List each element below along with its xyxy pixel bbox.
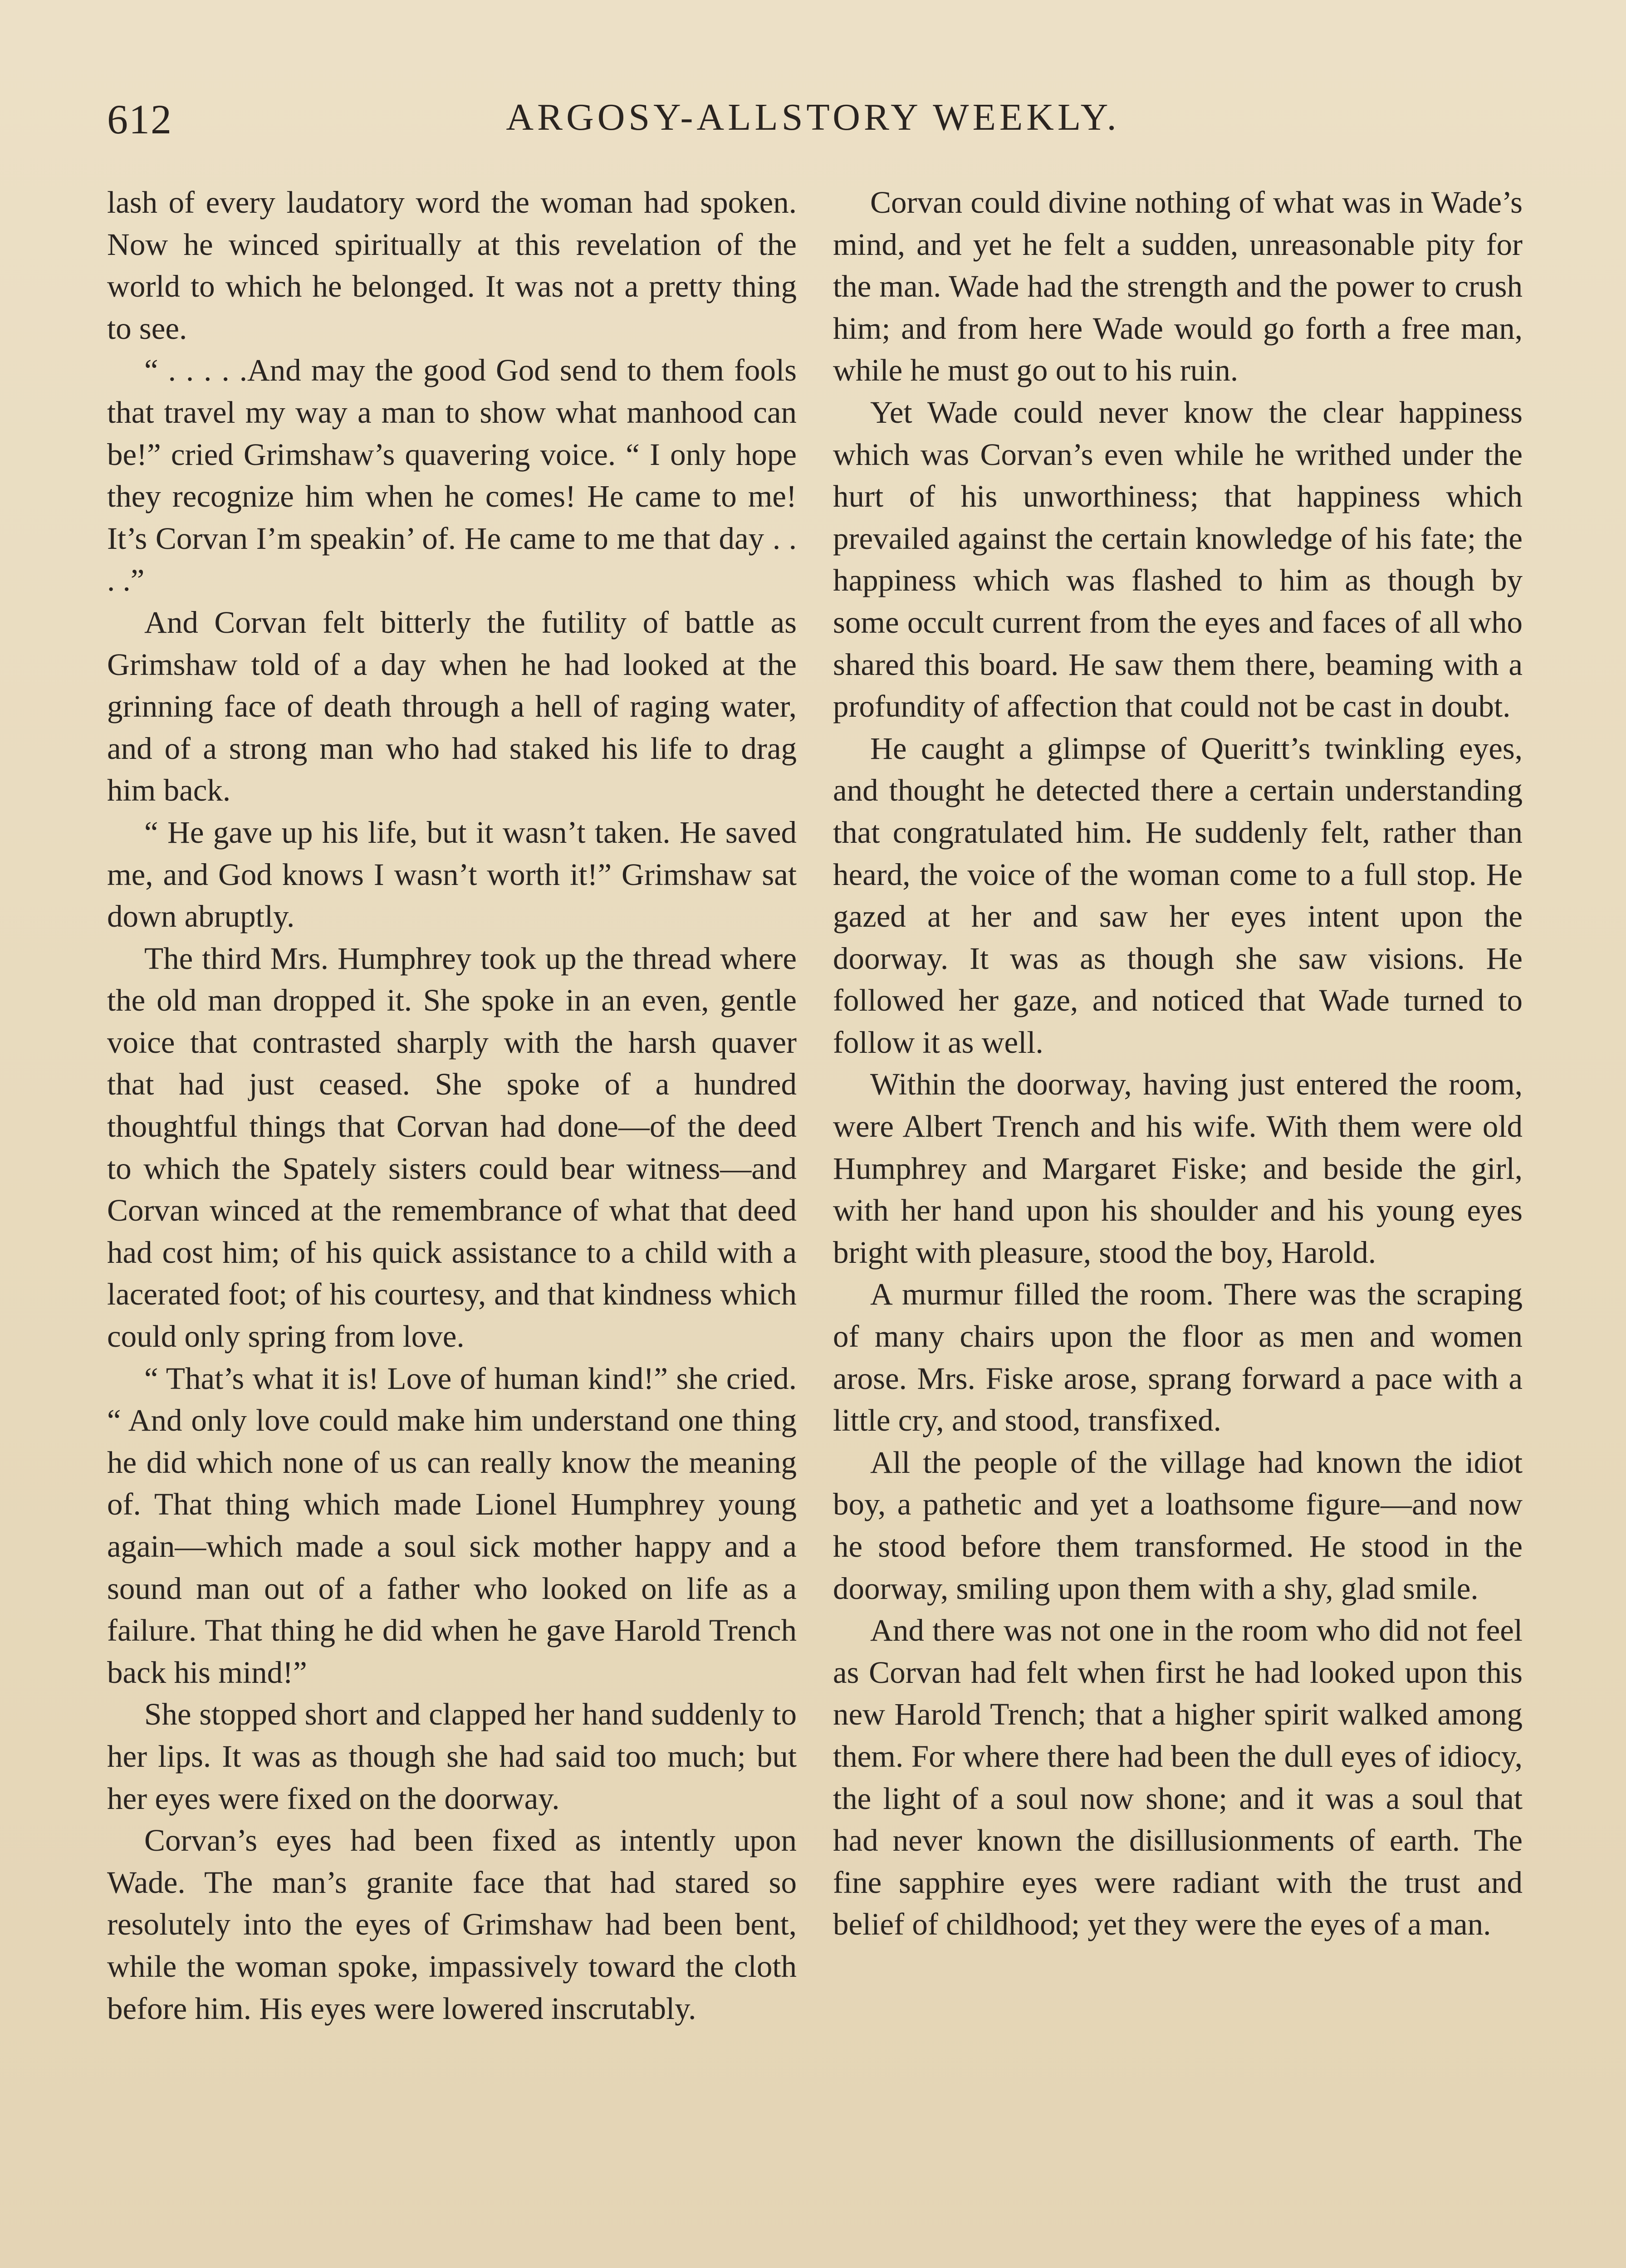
paragraph: Yet Wade could never know the clear happiness which was Corvan’s even while he writhed under the hurt of his unworthiness; that happiness which prevailed against the certain knowledge of his fate; the happiness which was flashed to him as though by some occult current from the eyes and faces of all who shared this board. He saw them there, beaming with a profundity of affection that could not be cast in doubt. <box>833 395 1523 724</box>
paragraph: “ . . . . .And may the good God send to them fools that travel my way a man to show what manhood can be!” cried Grimshaw’s quavering voice. “ I only hope they recognize him when he comes! He came to me! It’s Corvan I’m speakin’ of. He came to me that day . . . .” <box>107 353 797 598</box>
running-head: ARGOSY-ALLSTORY WEEKLY. <box>506 96 1120 138</box>
paragraph: All the people of the village had known the idiot boy, a pathetic and yet a loathsome figure—and now he stood before them transformed. He stood in the doorway, smiling upon them with a shy, glad smile. <box>833 1445 1523 1606</box>
paragraph: Corvan’s eyes had been fixed as intently upon Wade. The man’s granite face that had stared so resolutely into the eyes of Grimshaw had been bent, while the woman spoke, impassively toward the cloth before him. His eyes were lowered inscrutably. <box>107 1823 797 2026</box>
paragraph: Within the doorway, having just entered the room, were Albert Trench and his wife. With them were old Humphrey and Margaret Fiske; and beside the girl, with her hand upon his shoulder and his young eyes bright with pleasure, stood the boy, Harold. <box>833 1067 1523 1270</box>
paragraph: And Corvan felt bitterly the futility of battle as Grimshaw told of a day when he had looked at the grinning face of death through a hell of raging water, and of a strong man who had staked his life to drag him back. <box>107 605 797 808</box>
paragraph: He caught a glimpse of Queritt’s twinkling eyes, and thought he detected there a certain understanding that congratulated him. He suddenly felt, rather than heard, the voice of the woman come to a full stop. He gazed at her and saw her eyes intent upon the doorway. It was as though she saw visions. He followed her gaze, and noticed that Wade turned to follow it as well. <box>833 731 1523 1060</box>
right-column <box>833 181 1523 2268</box>
left-column <box>107 181 797 2268</box>
paragraph: lash of every laudatory word the woman had spoken. Now he winced spiritually at this revelation of the world to which he belonged. It was not a pretty thing to see. <box>107 185 797 346</box>
paragraph: And there was not one in the room who did not feel as Corvan had felt when first he had looked upon this new Harold Trench; that a higher spirit walked among them. For where there had been the dull eyes of idiocy, the light of a soul now shone; and it was a soul that had never known the disillusionments of earth. The fine sapphire eyes were radiant with the trust and belief of childhood; yet they were the eyes of a man. <box>833 1613 1523 1942</box>
page-number: 612 <box>107 96 172 142</box>
paragraph: Corvan could divine nothing of what was in Wade’s mind, and yet he felt a sudden, unreasonable pity for the man. Wade had the strength and the power to crush him; and from here Wade would go forth a free man, while he must go out to his ruin. <box>833 185 1523 388</box>
page-header <box>107 95 1519 159</box>
paragraph: A murmur filled the room. There was the scraping of many chairs upon the floor as men and women arose. Mrs. Fiske arose, sprang forward a pace with a little cry, and stood, transfixed. <box>833 1277 1523 1438</box>
paragraph: She stopped short and clapped her hand suddenly to her lips. It was as though she had said too much; but her eyes were fixed on the doorway. <box>107 1697 797 1816</box>
paragraph: The third Mrs. Humphrey took up the thread where the old man dropped it. She spoke in an even, gentle voice that contrasted sharply with the harsh quaver that had just ceased. She spoke of a hundred thoughtful things that Corvan had done—of the deed to which the Spately sisters could bear witness—and Corvan winced at the remembrance of what that deed had cost him; of his quick assistance to a child with a lacerated foot; of his courtesy, and that kindness which could only spring from love. <box>107 941 797 1354</box>
paragraph: “ That’s what it is! Love of human kind!” she cried. “ And only love could make him understand one thing he did which none of us can really know the meaning of. That thing which made Lionel Humphrey young again—which made a soul sick mother happy and a sound man out of a father who looked on life as a failure. That thing he did when he gave Harold Trench back his mind!” <box>107 1361 797 1690</box>
paragraph: “ He gave up his life, but it wasn’t taken. He saved me, and God knows I wasn’t worth it!” Grimshaw sat down abruptly. <box>107 815 797 934</box>
